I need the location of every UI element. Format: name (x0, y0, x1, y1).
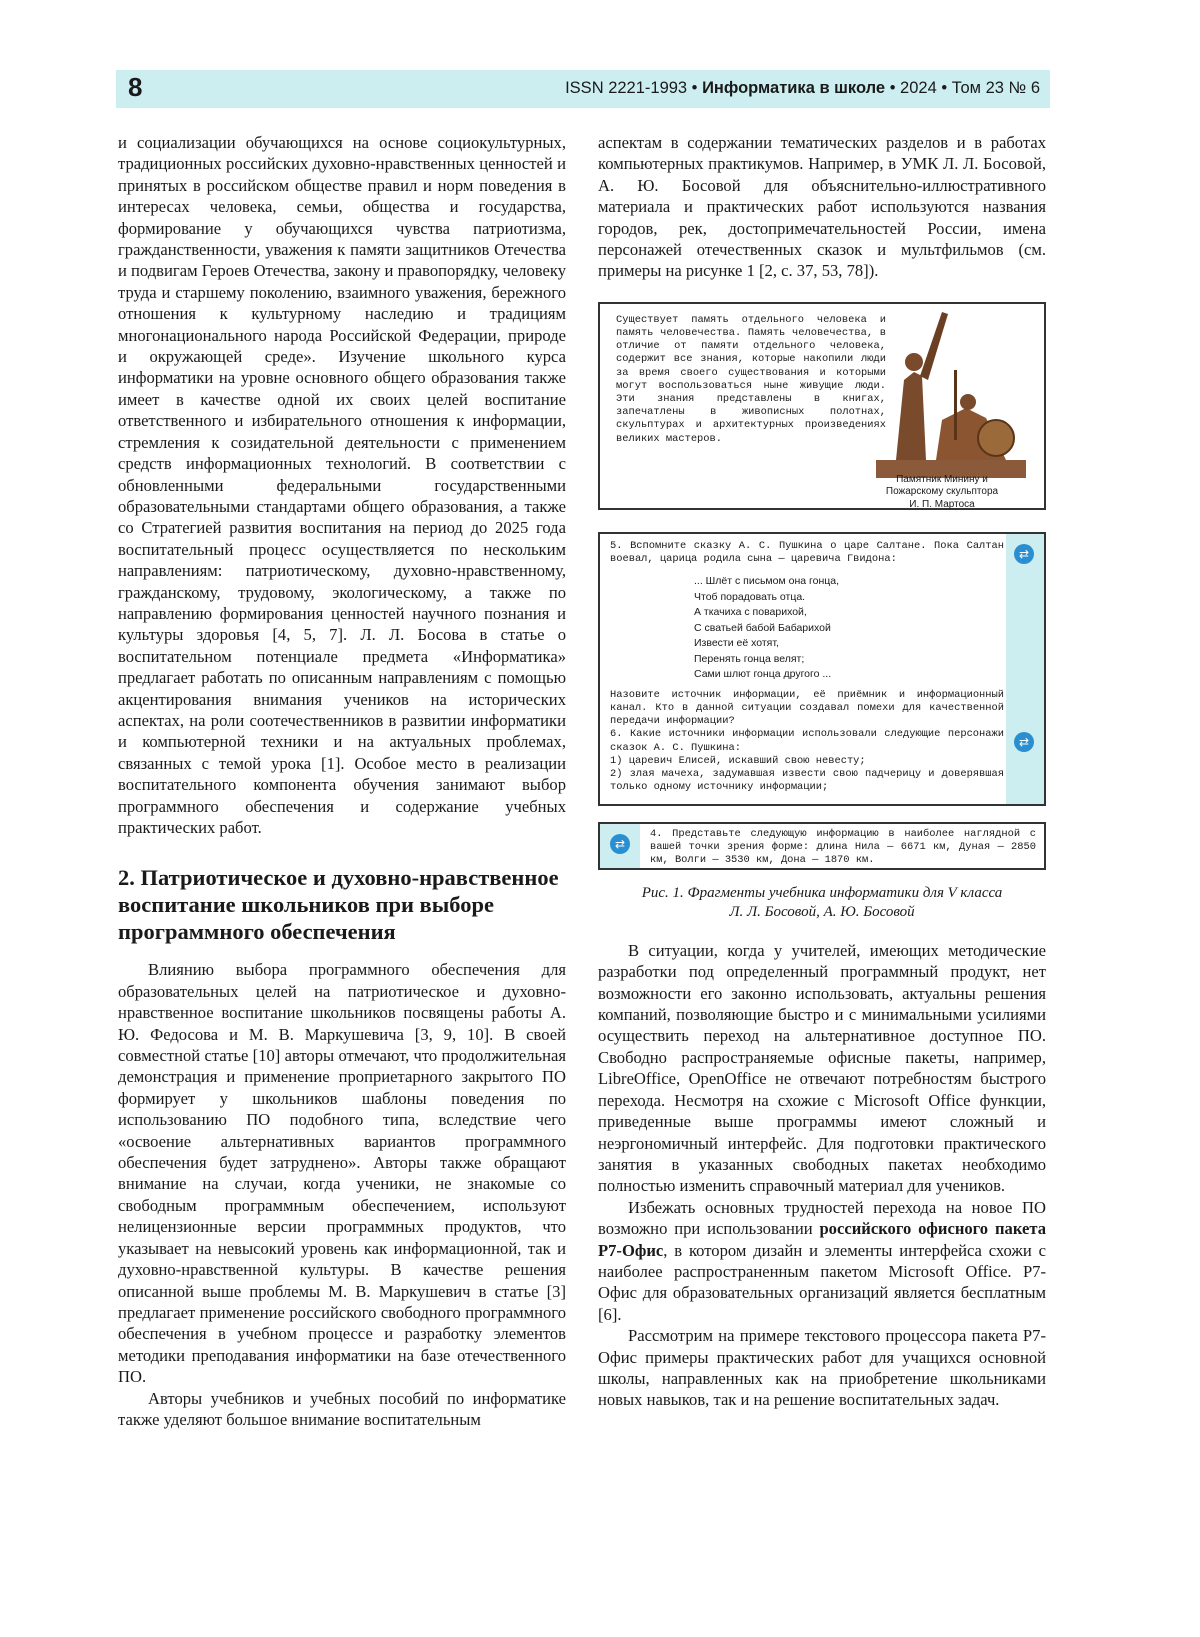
paragraph: Авторы учебников и учебных пособий по информатике также уделяют большое внимание воспитательным (118, 1388, 566, 1429)
textbook-fragment-pushkin (598, 532, 1046, 806)
paragraph: Влиянию выбора программного обеспечения для образовательных целей на патриотическое и духовно-нравственное воспитание школьников посвящены работы А. Ю. Федосова и М. В. Маркушевича [3, 9, 10]. В своей совместной статье [10] авторы отмечают, что продолжительная демонстрация и применение проприетарного закрытого ПО формирует у школьников шаблоны поведения по использованию ПО подобного типа, вследствие чего «освоение альтернативных вариантов программного обеспечения будет затруднено». Авторы также обращают внимание на случаи, когда ученики, не знакомые со свободным программным обеспечением, используют нелицензионные версии программных продуктов, что указывает на невысокий уровень как информационной, так и духовно-нравственной культуры. В качестве решения описанной выше проблемы М. В. Маркушевич в статье [3] предлагает применение российского свободного программного обеспечения в учебном процессе и разработку элементов методики преподавания информатики на базе отечественного ПО. (118, 960, 566, 1387)
question-5-task: Назовите источник информации, её приёмник и информационный канал. Кто в данной ситуации создавал помехи для качественной передачи информации? (610, 688, 1004, 728)
paragraph: аспектам в содержании тематических разделов и в работах компьютерных практикумов. Например, в УМК Л. Л. Босовой, А. Ю. Босовой для объяснительно-иллюстративного материала и практических работ используются названия городов, рек, достопримечательностей России, имена персонажей отечественных сказок и мультфильмов (см. примеры на рисунке 1 [2, с. 37, 53, 78]). (598, 133, 1046, 281)
textbook-fragment-memory (598, 302, 1046, 510)
question-5: 5. Вспомните сказку А. С. Пушкина о царе Салтане. Пока Салтан воевал, царица родила сына — царевича Гвидона: (610, 539, 1004, 566)
exchange-arrows-icon: ⇄ (1014, 544, 1034, 564)
paragraph: Рассмотрим на примере текстового процессора пакета Р7-Офис примеры практических работ для учащихся основной школы, направленных как на приобретение школьниками новых навыков, так и на решение воспитательных задач. (598, 1326, 1046, 1410)
left-column (118, 132, 566, 1430)
exchange-arrows-icon: ⇄ (1014, 732, 1034, 752)
page-number: 8 (128, 72, 143, 102)
question-4: 4. Представьте следующую информацию в наиболее наглядной с вашей точки зрения форме: длина Нила — 6671 км, Дуная — 2850 км, Волги — 3530 км, Дона — 1870 км. (650, 827, 1036, 867)
paragraph: В ситуации, когда у учителей, имеющих методические разработки под определенный программный продукт, нет возможности его законно использовать, актуальны решения компаний, позволяющие быстро и с минимальными усилиями осуществить переход на альтернативное доступное ПО. Свободно распространяемые офисные пакеты, например, LibreOffice, OpenOffice не отвечают потребностям быстрого перехода. Несмотря на схожие с Microsoft Office функции, приведенные выше программы имеют сложный и неэргономичный интерфейс. Для подготовки практического занятия в указанных свободных пакетах необходимо полностью изменить справочный материал для учеников. (598, 940, 1046, 1196)
side-stripe (1006, 534, 1044, 804)
question-6-item: 2) злая мачеха, задумавшая извести свою падчерицу и доверявшая только одному источнику информации; (610, 767, 1004, 794)
question-6: 6. Какие источники информации использовали следующие персонажи сказок А. С. Пушкина: (610, 728, 1004, 754)
emphasis: российского офисного пакета Р7-Офис (598, 1219, 1046, 1260)
paragraph: и социализации обучающихся на основе социокультурных, традиционных российских духовно-нравственных ценностей и принятых в российском обществе правил и норм поведения в интересах человека, семьи, общества и государства, формирование у обучающихся чувства патриотизма, гражданственности, уважения к памяти защитников Отечества и подвигам Героев Отечества, закону и правопорядку, человеку труда и старшему поколению, взаимного уважения, бережного отношения к культурному наследию и традициям многонационального народа Российской Федерации, природе и окружающей среде». Изучение школьного курса информатики на уровне основного общего образования также имеет в качестве одной их своих целей воспитание ответственного и избирательного отношения к информации, стремления к созидательной деятельности с применением средств информационных технологий. В соответствии с обновленными федеральными государственными образовательными стандартами общего образования, а также со Стратегией развития воспитания на период до 2025 года воспитательный процесс осуществляется по нескольким направлениям: патриотическому, духовно-нравственному, гражданскому, трудовому, экологическому, а также по направлению формирования ценностей научного познания и культуры здоровья [4, 5, 7]. Л. Л. Босова в статье о воспитательном потенциале предмета «Информатика» предлагает работать по описанным направлениям с помощью акцентирования внимания учеников на исторических аспектах, на роли соотечественников в развитии информатики и компьютерной техники и на актуальных проблемах, связанных с темой урока [1]. Особое место в реализации воспитательного компонента обучения занимают выбор программного обеспечения и содержание учебных практических работ. (118, 133, 566, 837)
figure-1 (598, 302, 1046, 922)
right-column (598, 132, 1046, 1411)
journal-title: Информатика в школе (702, 79, 886, 97)
text-run: Избежать основных трудностей перехода на новое ПО возможно при использовании (598, 1197, 1046, 1239)
fragment-text: Существует память отдельного человека и память человечества. Память человечества, в отличие от памяти отдельного человека, содержит все знания, которые накопили люди за время своего существования и которыми могут воспользоваться ныне живущие люди. Эти знания представлены в книгах, запечатлены в живописных полотнах, скульптурах и архитектурных произведениях великих мастеров. (616, 313, 886, 445)
monument-caption: Памятник Минину и Пожарскому скульптора И. П. Мартоса (885, 473, 999, 510)
exchange-arrows-icon: ⇄ (610, 834, 630, 854)
issn: ISSN 2221-1993 • (565, 79, 698, 97)
paragraph (598, 1197, 1046, 1325)
section-title: 2. Патриотическое и духовно-нравственное воспитание школьников при выборе программного обеспечения (118, 865, 559, 945)
year-volume: • 2024 • Том 23 № 6 (889, 79, 1040, 97)
running-header (116, 70, 1050, 108)
textbook-fragment-rivers (598, 822, 1046, 870)
journal-info (565, 79, 1040, 98)
poem-excerpt: ... Шлёт с письмом она гонца, Чтоб порадовать отца. А ткачиха с поварихой, С сватьей бабой Бабарихой Извести её хотят, Перенять гонца велят; Сами шлют гонца другого ... (694, 575, 840, 681)
monument-image (856, 310, 1026, 478)
text-run: , в котором дизайн и элементы интерфейса схожи с наиболее распространенным пакетом Microsoft Office. Р7-Офис для образовательных организаций является бесплатным [6]. (598, 1240, 1046, 1324)
figure-caption: Рис. 1. Фрагменты учебника информатики для V класса Л. Л. Босовой, А. Ю. Босовой (641, 884, 1003, 920)
question-6-item: 1) царевич Елисей, искавший свою невесту; (610, 754, 866, 767)
